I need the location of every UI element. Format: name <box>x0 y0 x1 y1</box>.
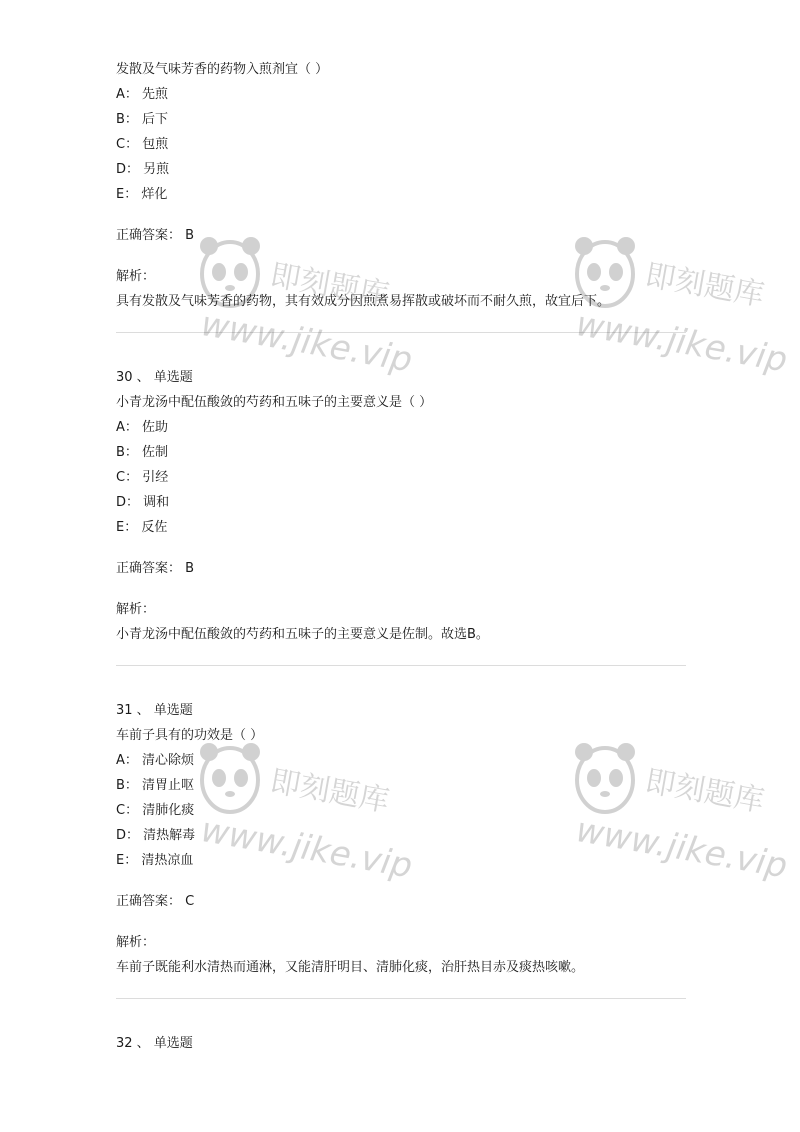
watermark-url: www.jike.vip <box>573 810 791 887</box>
option-c: C： 引经 <box>116 470 169 485</box>
option-e: E： 反佐 <box>116 520 168 535</box>
question-30 <box>116 370 686 670</box>
option-c: C： 清肺化痰 <box>116 803 195 818</box>
watermark-url: www.jike.vip <box>198 810 416 887</box>
option-e: E： 烊化 <box>116 187 168 202</box>
analysis-label: 解析： <box>116 935 156 950</box>
question-header: 32 、 单选题 <box>116 1036 193 1051</box>
question-header: 30 、 单选题 <box>116 370 193 385</box>
question-31 <box>116 703 686 1003</box>
question-stem: 小青龙汤中配伍酸敛的芍药和五味子的主要意义是（ ） <box>116 395 433 410</box>
question-stem: 发散及气味芳香的药物入煎剂宜（ ） <box>116 62 329 77</box>
watermark-brand: 即刻题库 <box>267 257 392 314</box>
analysis-label: 解析： <box>116 269 156 284</box>
option-a: A： 清心除烦 <box>116 753 195 768</box>
option-a: A： 佐助 <box>116 420 169 435</box>
correct-answer: 正确答案： B <box>116 561 195 576</box>
divider <box>116 998 686 999</box>
divider <box>116 332 686 333</box>
analysis-text: 小青龙汤中配伍酸敛的芍药和五味子的主要意义是佐制。故选B。 <box>116 627 489 642</box>
correct-answer: 正确答案： B <box>116 228 195 243</box>
option-c: C： 包煎 <box>116 137 169 152</box>
correct-answer: 正确答案： C <box>116 894 195 909</box>
question-32 <box>116 1036 686 1056</box>
option-b: B： 佐制 <box>116 445 169 460</box>
analysis-label: 解析： <box>116 602 156 617</box>
option-b: B： 清胃止呕 <box>116 778 195 793</box>
option-e: E： 清热凉血 <box>116 853 194 868</box>
question-header: 31 、 单选题 <box>116 703 193 718</box>
watermark-url: www.jike.vip <box>198 304 416 381</box>
question-29 <box>116 62 686 342</box>
analysis-text: 具有发散及气味芳香的药物，其有效成分因煎煮易挥散或破坏而不耐久煎，故宜后下。 <box>116 294 611 309</box>
question-stem: 车前子具有的功效是（ ） <box>116 728 264 743</box>
watermark-brand: 即刻题库 <box>267 763 392 820</box>
option-b: B： 后下 <box>116 112 169 127</box>
watermark-brand: 即刻题库 <box>642 257 767 314</box>
watermark-url: www.jike.vip <box>573 304 791 381</box>
option-a: A： 先煎 <box>116 87 169 102</box>
watermark-brand: 即刻题库 <box>642 763 767 820</box>
divider <box>116 665 686 666</box>
option-d: D： 调和 <box>116 495 170 510</box>
analysis-text: 车前子既能利水清热而通淋，又能清肝明目、清肺化痰，治肝热目赤及痰热咳嗽。 <box>116 960 585 975</box>
option-d: D： 清热解毒 <box>116 828 196 843</box>
option-d: D： 另煎 <box>116 162 170 177</box>
